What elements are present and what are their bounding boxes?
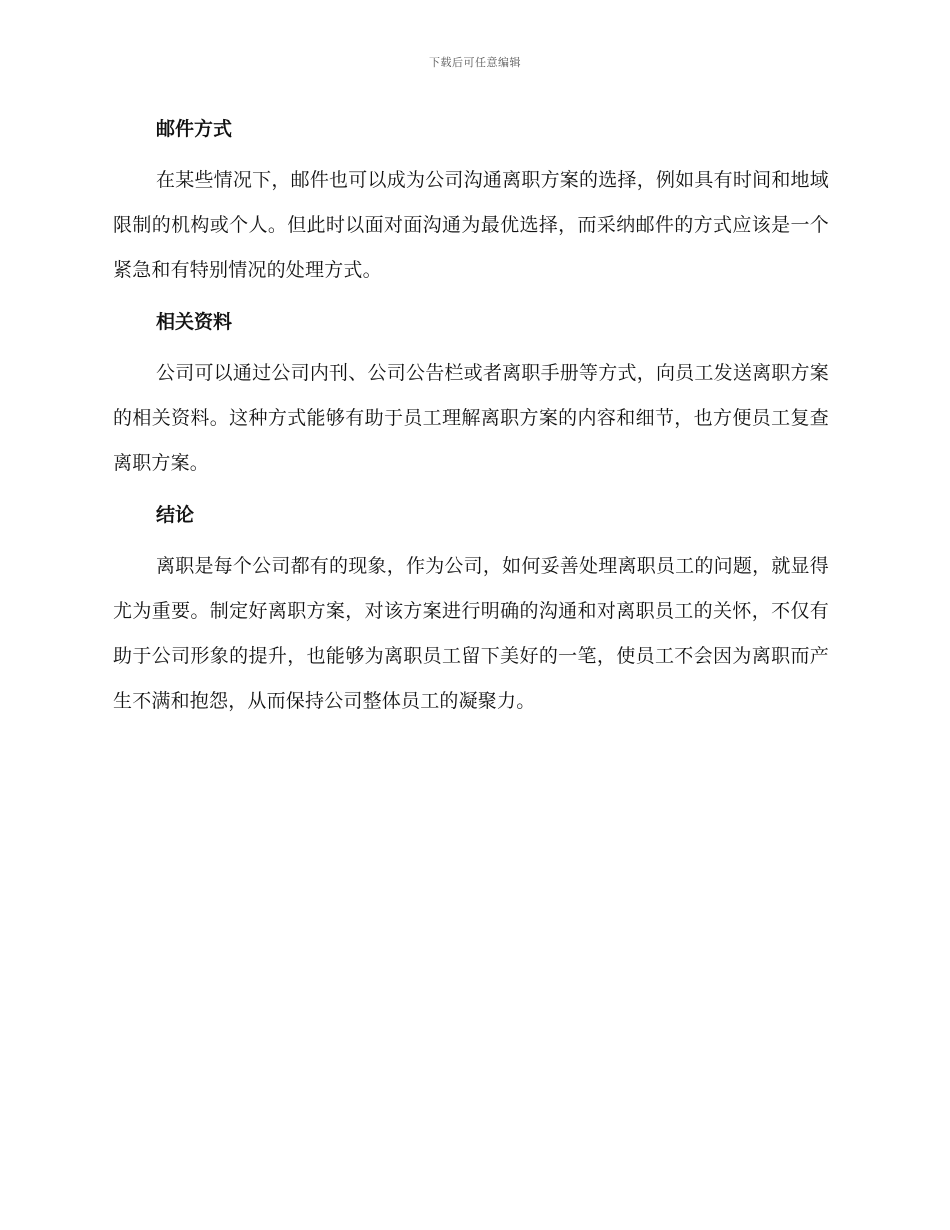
section-related-materials xyxy=(113,305,829,486)
section-paragraph: 离职是每个公司都有的现象，作为公司，如何妥善处理离职员工的问题，就显得尤为重要。制定好离职方案，对该方案进行明确的沟通和对离职员工的关怀，不仅有助于公司形象的提升，也能够为离职员工留下美好的一笔，使员工不会因为离职而产生不满和抱怨，从而保持公司整体员工的凝聚力。 xyxy=(113,555,829,712)
section-heading: 相关资料 xyxy=(156,311,233,333)
document-body xyxy=(113,112,829,724)
section-heading: 邮件方式 xyxy=(156,118,233,140)
section-email-method xyxy=(113,112,829,293)
header-note: 下载后可任意编辑 xyxy=(429,56,521,69)
section-heading: 结论 xyxy=(156,504,195,526)
section-paragraph: 公司可以通过公司内刊、公司公告栏或者离职手册等方式，向员工发送离职方案的相关资料。这种方式能够有助于员工理解离职方案的内容和细节，也方便员工复查离职方案。 xyxy=(113,362,829,474)
section-paragraph: 在某些情况下，邮件也可以成为公司沟通离职方案的选择，例如具有时间和地域限制的机构或个人。但此时以面对面沟通为最优选择，而采纳邮件的方式应该是一个紧急和有特别情况的处理方式。 xyxy=(113,169,829,281)
section-conclusion xyxy=(113,498,829,724)
